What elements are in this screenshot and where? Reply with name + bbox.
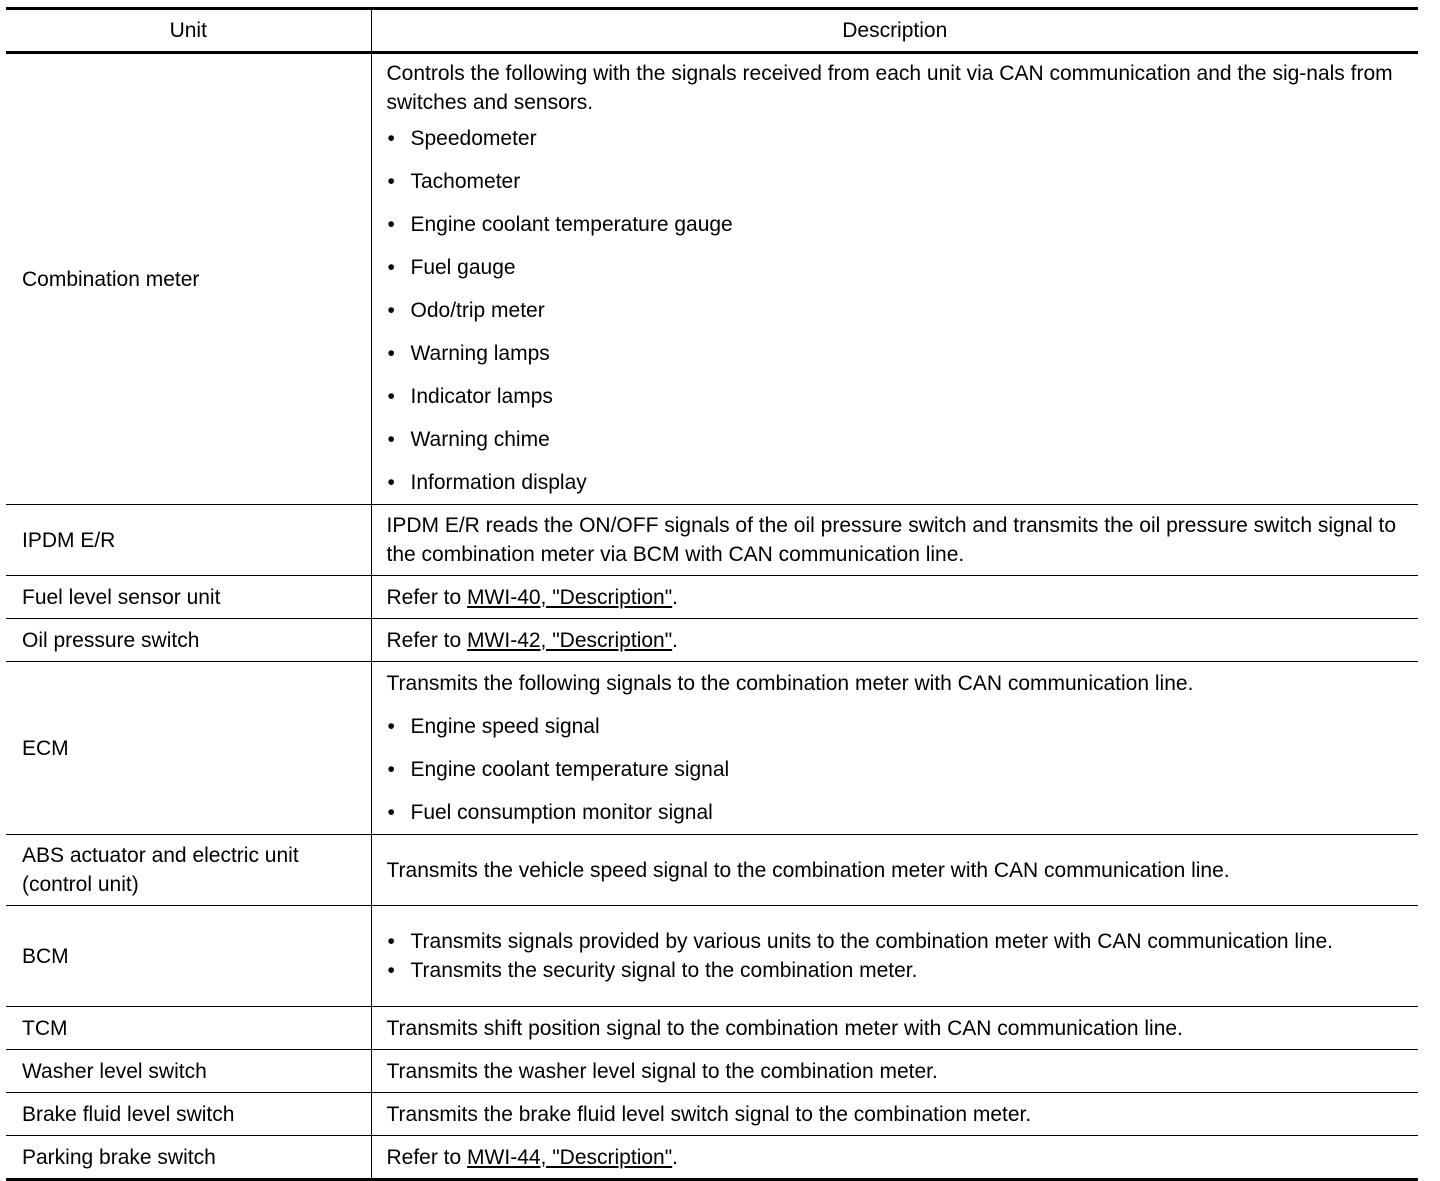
table-row-tcm: [6, 1007, 1418, 1050]
description-cell: [371, 1136, 1418, 1180]
table-header-row: [6, 9, 1418, 53]
mwi-42-link[interactable]: MWI-42, "Description": [467, 628, 673, 652]
unit-cell: Parking brake switch: [6, 1136, 371, 1180]
refer-suffix: .: [672, 628, 679, 652]
table-row-ipdm: [6, 505, 1418, 576]
description-cell: [371, 906, 1418, 1007]
table-row-ecm: [6, 662, 1418, 835]
component-description-table: [6, 7, 1418, 1181]
table-row-bcm: [6, 906, 1418, 1007]
list-item: • Engine coolant temperature gauge: [387, 203, 909, 246]
list-item: • Speedometer: [387, 117, 909, 160]
table-row-parking-brake: [6, 1136, 1418, 1180]
description-cell: [371, 576, 1418, 619]
description-column-header: Description: [371, 9, 1418, 53]
description-cell: IPDM E/R reads the ON/OFF signals of the oil pressure switch and transmits the oil pressure switch signal to the combination meter via BCM with CAN communication line.: [371, 505, 1418, 576]
list-item: • Fuel consumption monitor signal: [387, 791, 909, 834]
bullet-list: [387, 117, 1407, 504]
unit-cell: Fuel level sensor unit: [6, 576, 371, 619]
table-row-fuel-level: [6, 576, 1418, 619]
component-description-page: [6, 7, 1418, 1181]
list-item: • Fuel gauge: [387, 246, 909, 289]
bullet-list: [387, 705, 1407, 834]
table-row-oil-pressure: [6, 619, 1418, 662]
description-cell: Transmits the vehicle speed signal to the combination meter with CAN communication line.: [371, 835, 1418, 906]
refer-prefix: Refer to: [386, 628, 468, 652]
description-cell: Transmits the brake fluid level switch signal to the combination meter.: [371, 1093, 1418, 1136]
description-intro: Controls the following with the signals received from each unit via CAN communication and the sig-nals from switches and sensors.: [386, 62, 1393, 114]
description-cell: [371, 619, 1418, 662]
table-row-brake-fluid: [6, 1093, 1418, 1136]
unit-cell: ABS actuator and electric unit (control unit): [6, 835, 371, 906]
unit-cell: Oil pressure switch: [6, 619, 371, 662]
description-cell: Transmits shift position signal to the combination meter with CAN communication line.: [371, 1007, 1418, 1050]
list-item: • Engine coolant temperature signal: [387, 748, 909, 791]
list-item: • Tachometer: [387, 160, 909, 203]
list-item: • Engine speed signal: [387, 705, 909, 748]
bullet-list: [387, 927, 1407, 985]
unit-cell: Combination meter: [6, 53, 371, 505]
description-intro: Transmits the following signals to the combination meter with CAN communication line.: [386, 672, 1194, 695]
list-item: • Transmits the security signal to the combination meter.: [387, 956, 1407, 985]
table-row-washer: [6, 1050, 1418, 1093]
table-row-combination-meter: [6, 53, 1418, 505]
list-item: • Warning lamps: [387, 332, 909, 375]
list-item: • Odo/trip meter: [387, 289, 909, 332]
list-item: • Information display: [387, 461, 909, 504]
unit-cell: IPDM E/R: [6, 505, 371, 576]
refer-suffix: .: [672, 1145, 679, 1169]
list-item: • Indicator lamps: [387, 375, 909, 418]
list-item: • Warning chime: [387, 418, 909, 461]
mwi-44-link[interactable]: MWI-44, "Description": [467, 1145, 673, 1169]
unit-column-header: Unit: [6, 9, 371, 53]
unit-cell: Brake fluid level switch: [6, 1093, 371, 1136]
description-cell: [371, 662, 1418, 835]
refer-prefix: Refer to: [386, 1145, 468, 1169]
refer-suffix: .: [672, 585, 679, 609]
table-row-abs: [6, 835, 1418, 906]
refer-prefix: Refer to: [386, 585, 468, 609]
description-cell: Transmits the washer level signal to the combination meter.: [371, 1050, 1418, 1093]
list-item: • Transmits signals provided by various units to the combination meter with CAN communication line.: [387, 927, 1407, 956]
unit-cell: TCM: [6, 1007, 371, 1050]
description-cell: [371, 53, 1418, 505]
unit-cell: Washer level switch: [6, 1050, 371, 1093]
mwi-40-link[interactable]: MWI-40, "Description": [467, 585, 673, 609]
unit-cell: BCM: [6, 906, 371, 1007]
unit-cell: ECM: [6, 662, 371, 835]
